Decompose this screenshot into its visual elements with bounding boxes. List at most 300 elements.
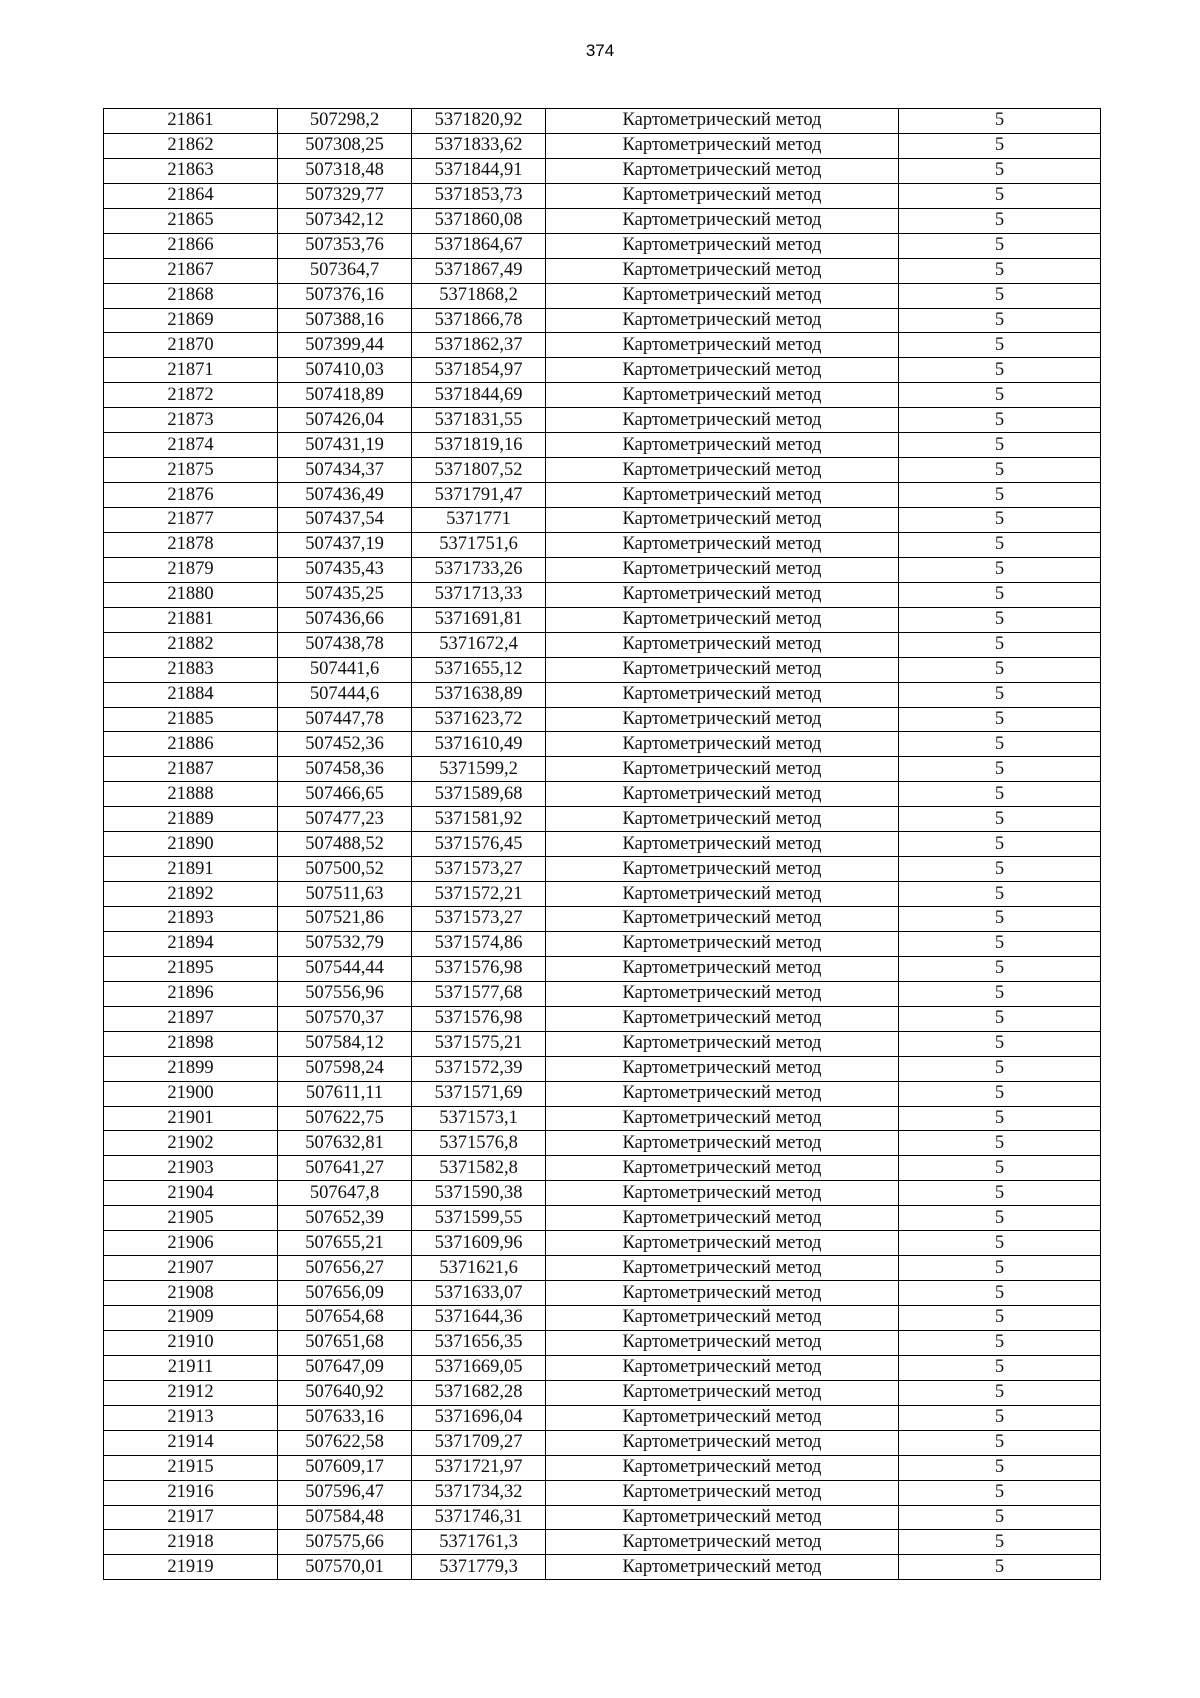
point-number-cell: 21870 (104, 333, 278, 358)
y-coordinate-cell: 5371576,8 (412, 1131, 546, 1156)
x-coordinate-cell: 507308,25 (278, 133, 412, 158)
accuracy-cell: 5 (899, 1081, 1101, 1106)
x-coordinate-cell: 507511,63 (278, 882, 412, 907)
method-cell: Картометрический метод (546, 981, 899, 1006)
x-coordinate-cell: 507342,12 (278, 208, 412, 233)
table-row (104, 258, 1101, 283)
method-cell: Картометрический метод (546, 1455, 899, 1480)
accuracy-cell: 5 (899, 233, 1101, 258)
x-coordinate-cell: 507647,09 (278, 1355, 412, 1380)
method-cell: Картометрический метод (546, 1430, 899, 1455)
point-number-cell: 21906 (104, 1231, 278, 1256)
accuracy-cell: 5 (899, 1106, 1101, 1131)
table-row (104, 782, 1101, 807)
table-row (104, 956, 1101, 981)
x-coordinate-cell: 507435,43 (278, 557, 412, 582)
method-cell: Картометрический метод (546, 732, 899, 757)
y-coordinate-cell: 5371746,31 (412, 1505, 546, 1530)
method-cell: Картометрический метод (546, 283, 899, 308)
x-coordinate-cell: 507622,58 (278, 1430, 412, 1455)
accuracy-cell: 5 (899, 183, 1101, 208)
x-coordinate-cell: 507447,78 (278, 707, 412, 732)
method-cell: Картометрический метод (546, 383, 899, 408)
method-cell: Картометрический метод (546, 1056, 899, 1081)
x-coordinate-cell: 507399,44 (278, 333, 412, 358)
x-coordinate-cell: 507651,68 (278, 1330, 412, 1355)
y-coordinate-cell: 5371819,16 (412, 433, 546, 458)
table-row (104, 358, 1101, 383)
accuracy-cell: 5 (899, 682, 1101, 707)
method-cell: Картометрический метод (546, 333, 899, 358)
table-row (104, 1206, 1101, 1231)
table-row (104, 1430, 1101, 1455)
method-cell: Картометрический метод (546, 607, 899, 632)
table-row (104, 1281, 1101, 1306)
point-number-cell: 21911 (104, 1355, 278, 1380)
point-number-cell: 21882 (104, 632, 278, 657)
accuracy-cell: 5 (899, 1430, 1101, 1455)
point-number-cell: 21916 (104, 1480, 278, 1505)
method-cell: Картометрический метод (546, 1505, 899, 1530)
point-number-cell: 21915 (104, 1455, 278, 1480)
point-number-cell: 21919 (104, 1555, 278, 1580)
x-coordinate-cell: 507388,16 (278, 308, 412, 333)
table-row (104, 1256, 1101, 1281)
accuracy-cell: 5 (899, 857, 1101, 882)
x-coordinate-cell: 507611,11 (278, 1081, 412, 1106)
table-row (104, 109, 1101, 134)
x-coordinate-cell: 507437,19 (278, 532, 412, 557)
accuracy-cell: 5 (899, 208, 1101, 233)
table-row (104, 183, 1101, 208)
method-cell: Картометрический метод (546, 532, 899, 557)
x-coordinate-cell: 507466,65 (278, 782, 412, 807)
method-cell: Картометрический метод (546, 183, 899, 208)
point-number-cell: 21892 (104, 882, 278, 907)
point-number-cell: 21896 (104, 981, 278, 1006)
x-coordinate-cell: 507477,23 (278, 807, 412, 832)
x-coordinate-cell: 507353,76 (278, 233, 412, 258)
y-coordinate-cell: 5371751,6 (412, 532, 546, 557)
accuracy-cell: 5 (899, 1256, 1101, 1281)
point-number-cell: 21863 (104, 158, 278, 183)
table-row (104, 757, 1101, 782)
x-coordinate-cell: 507556,96 (278, 981, 412, 1006)
method-cell: Картометрический метод (546, 1206, 899, 1231)
method-cell: Картометрический метод (546, 582, 899, 607)
table-row (104, 1330, 1101, 1355)
y-coordinate-cell: 5371867,49 (412, 258, 546, 283)
method-cell: Картометрический метод (546, 1330, 899, 1355)
accuracy-cell: 5 (899, 333, 1101, 358)
accuracy-cell: 5 (899, 1231, 1101, 1256)
y-coordinate-cell: 5371761,3 (412, 1530, 546, 1555)
table-row (104, 1131, 1101, 1156)
method-cell: Картометрический метод (546, 1131, 899, 1156)
table-row (104, 433, 1101, 458)
y-coordinate-cell: 5371669,05 (412, 1355, 546, 1380)
x-coordinate-cell: 507329,77 (278, 183, 412, 208)
method-cell: Картометрический метод (546, 557, 899, 582)
method-cell: Картометрический метод (546, 1256, 899, 1281)
y-coordinate-cell: 5371633,07 (412, 1281, 546, 1306)
accuracy-cell: 5 (899, 1281, 1101, 1306)
method-cell: Картометрический метод (546, 1555, 899, 1580)
accuracy-cell: 5 (899, 1056, 1101, 1081)
y-coordinate-cell: 5371576,98 (412, 956, 546, 981)
point-number-cell: 21878 (104, 532, 278, 557)
accuracy-cell: 5 (899, 1006, 1101, 1031)
y-coordinate-cell: 5371696,04 (412, 1405, 546, 1430)
x-coordinate-cell: 507652,39 (278, 1206, 412, 1231)
method-cell: Картометрический метод (546, 832, 899, 857)
y-coordinate-cell: 5371590,38 (412, 1181, 546, 1206)
accuracy-cell: 5 (899, 1505, 1101, 1530)
x-coordinate-cell: 507633,16 (278, 1405, 412, 1430)
y-coordinate-cell: 5371866,78 (412, 308, 546, 333)
point-number-cell: 21884 (104, 682, 278, 707)
point-number-cell: 21914 (104, 1430, 278, 1455)
x-coordinate-cell: 507364,7 (278, 258, 412, 283)
x-coordinate-cell: 507436,66 (278, 607, 412, 632)
table-row (104, 532, 1101, 557)
method-cell: Картометрический метод (546, 1031, 899, 1056)
method-cell: Картометрический метод (546, 483, 899, 508)
table-row (104, 233, 1101, 258)
accuracy-cell: 5 (899, 158, 1101, 183)
point-number-cell: 21872 (104, 383, 278, 408)
method-cell: Картометрический метод (546, 1405, 899, 1430)
x-coordinate-cell: 507426,04 (278, 408, 412, 433)
table-row (104, 1505, 1101, 1530)
table-row (104, 1405, 1101, 1430)
accuracy-cell: 5 (899, 1455, 1101, 1480)
y-coordinate-cell: 5371713,33 (412, 582, 546, 607)
y-coordinate-cell: 5371623,72 (412, 707, 546, 732)
y-coordinate-cell: 5371734,32 (412, 1480, 546, 1505)
accuracy-cell: 5 (899, 707, 1101, 732)
y-coordinate-cell: 5371599,2 (412, 757, 546, 782)
table-row (104, 1081, 1101, 1106)
table-row (104, 682, 1101, 707)
point-number-cell: 21891 (104, 857, 278, 882)
accuracy-cell: 5 (899, 782, 1101, 807)
y-coordinate-cell: 5371655,12 (412, 657, 546, 682)
x-coordinate-cell: 507647,8 (278, 1181, 412, 1206)
accuracy-cell: 5 (899, 532, 1101, 557)
x-coordinate-cell: 507444,6 (278, 682, 412, 707)
method-cell: Картометрический метод (546, 1156, 899, 1181)
point-number-cell: 21917 (104, 1505, 278, 1530)
y-coordinate-cell: 5371862,37 (412, 333, 546, 358)
y-coordinate-cell: 5371573,27 (412, 857, 546, 882)
point-number-cell: 21881 (104, 607, 278, 632)
table-row (104, 557, 1101, 582)
table-row (104, 1006, 1101, 1031)
x-coordinate-cell: 507452,36 (278, 732, 412, 757)
accuracy-cell: 5 (899, 1380, 1101, 1405)
method-cell: Картометрический метод (546, 907, 899, 932)
point-number-cell: 21907 (104, 1256, 278, 1281)
y-coordinate-cell: 5371638,89 (412, 682, 546, 707)
x-coordinate-cell: 507654,68 (278, 1306, 412, 1331)
accuracy-cell: 5 (899, 931, 1101, 956)
x-coordinate-cell: 507437,54 (278, 508, 412, 533)
accuracy-cell: 5 (899, 757, 1101, 782)
x-coordinate-cell: 507435,25 (278, 582, 412, 607)
accuracy-cell: 5 (899, 258, 1101, 283)
x-coordinate-cell: 507632,81 (278, 1131, 412, 1156)
table-row (104, 1455, 1101, 1480)
y-coordinate-cell: 5371833,62 (412, 133, 546, 158)
y-coordinate-cell: 5371621,6 (412, 1256, 546, 1281)
method-cell: Картометрический метод (546, 1530, 899, 1555)
x-coordinate-cell: 507641,27 (278, 1156, 412, 1181)
point-number-cell: 21910 (104, 1330, 278, 1355)
table-row (104, 133, 1101, 158)
table-row (104, 308, 1101, 333)
table-row (104, 458, 1101, 483)
y-coordinate-cell: 5371779,3 (412, 1555, 546, 1580)
accuracy-cell: 5 (899, 483, 1101, 508)
point-number-cell: 21912 (104, 1380, 278, 1405)
accuracy-cell: 5 (899, 1156, 1101, 1181)
y-coordinate-cell: 5371721,97 (412, 1455, 546, 1480)
y-coordinate-cell: 5371868,2 (412, 283, 546, 308)
method-cell: Картометрический метод (546, 707, 899, 732)
table-row (104, 1355, 1101, 1380)
table-row (104, 1231, 1101, 1256)
accuracy-cell: 5 (899, 283, 1101, 308)
table-row (104, 1530, 1101, 1555)
point-number-cell: 21871 (104, 358, 278, 383)
table-row (104, 657, 1101, 682)
y-coordinate-cell: 5371831,55 (412, 408, 546, 433)
y-coordinate-cell: 5371573,27 (412, 907, 546, 932)
y-coordinate-cell: 5371682,28 (412, 1380, 546, 1405)
point-number-cell: 21900 (104, 1081, 278, 1106)
table-row (104, 1480, 1101, 1505)
accuracy-cell: 5 (899, 383, 1101, 408)
y-coordinate-cell: 5371771 (412, 508, 546, 533)
x-coordinate-cell: 507298,2 (278, 109, 412, 134)
table-row (104, 707, 1101, 732)
accuracy-cell: 5 (899, 508, 1101, 533)
table-row (104, 931, 1101, 956)
coordinates-table (103, 108, 1101, 1580)
y-coordinate-cell: 5371656,35 (412, 1330, 546, 1355)
method-cell: Картометрический метод (546, 931, 899, 956)
point-number-cell: 21901 (104, 1106, 278, 1131)
table-row (104, 283, 1101, 308)
method-cell: Картометрический метод (546, 657, 899, 682)
method-cell: Картометрический метод (546, 682, 899, 707)
x-coordinate-cell: 507656,27 (278, 1256, 412, 1281)
x-coordinate-cell: 507488,52 (278, 832, 412, 857)
point-number-cell: 21879 (104, 557, 278, 582)
accuracy-cell: 5 (899, 632, 1101, 657)
table-row (104, 1555, 1101, 1580)
point-number-cell: 21894 (104, 931, 278, 956)
y-coordinate-cell: 5371844,91 (412, 158, 546, 183)
point-number-cell: 21880 (104, 582, 278, 607)
point-number-cell: 21908 (104, 1281, 278, 1306)
point-number-cell: 21909 (104, 1306, 278, 1331)
method-cell: Картометрический метод (546, 408, 899, 433)
y-coordinate-cell: 5371864,67 (412, 233, 546, 258)
x-coordinate-cell: 507656,09 (278, 1281, 412, 1306)
table-row (104, 582, 1101, 607)
x-coordinate-cell: 507584,48 (278, 1505, 412, 1530)
method-cell: Картометрический метод (546, 433, 899, 458)
y-coordinate-cell: 5371791,47 (412, 483, 546, 508)
table-row (104, 508, 1101, 533)
accuracy-cell: 5 (899, 956, 1101, 981)
point-number-cell: 21865 (104, 208, 278, 233)
table-row (104, 981, 1101, 1006)
accuracy-cell: 5 (899, 832, 1101, 857)
accuracy-cell: 5 (899, 1480, 1101, 1505)
y-coordinate-cell: 5371820,92 (412, 109, 546, 134)
accuracy-cell: 5 (899, 458, 1101, 483)
method-cell: Картометрический метод (546, 1231, 899, 1256)
accuracy-cell: 5 (899, 1131, 1101, 1156)
y-coordinate-cell: 5371672,4 (412, 632, 546, 657)
point-number-cell: 21885 (104, 707, 278, 732)
table-row (104, 1156, 1101, 1181)
table-row (104, 383, 1101, 408)
x-coordinate-cell: 507575,66 (278, 1530, 412, 1555)
point-number-cell: 21903 (104, 1156, 278, 1181)
point-number-cell: 21918 (104, 1530, 278, 1555)
accuracy-cell: 5 (899, 308, 1101, 333)
table-row (104, 1306, 1101, 1331)
table-row (104, 857, 1101, 882)
method-cell: Картометрический метод (546, 1380, 899, 1405)
table-row (104, 1181, 1101, 1206)
accuracy-cell: 5 (899, 1206, 1101, 1231)
x-coordinate-cell: 507532,79 (278, 931, 412, 956)
point-number-cell: 21883 (104, 657, 278, 682)
accuracy-cell: 5 (899, 582, 1101, 607)
method-cell: Картометрический метод (546, 208, 899, 233)
x-coordinate-cell: 507584,12 (278, 1031, 412, 1056)
y-coordinate-cell: 5371609,96 (412, 1231, 546, 1256)
x-coordinate-cell: 507640,92 (278, 1380, 412, 1405)
accuracy-cell: 5 (899, 1181, 1101, 1206)
x-coordinate-cell: 507441,6 (278, 657, 412, 682)
table-row (104, 882, 1101, 907)
table-row (104, 1056, 1101, 1081)
method-cell: Картометрический метод (546, 882, 899, 907)
method-cell: Картометрический метод (546, 1480, 899, 1505)
accuracy-cell: 5 (899, 1530, 1101, 1555)
point-number-cell: 21868 (104, 283, 278, 308)
y-coordinate-cell: 5371853,73 (412, 183, 546, 208)
accuracy-cell: 5 (899, 907, 1101, 932)
method-cell: Картометрический метод (546, 308, 899, 333)
y-coordinate-cell: 5371575,21 (412, 1031, 546, 1056)
x-coordinate-cell: 507622,75 (278, 1106, 412, 1131)
accuracy-cell: 5 (899, 607, 1101, 632)
table-row (104, 832, 1101, 857)
x-coordinate-cell: 507418,89 (278, 383, 412, 408)
accuracy-cell: 5 (899, 358, 1101, 383)
method-cell: Картометрический метод (546, 158, 899, 183)
y-coordinate-cell: 5371709,27 (412, 1430, 546, 1455)
point-number-cell: 21864 (104, 183, 278, 208)
x-coordinate-cell: 507410,03 (278, 358, 412, 383)
method-cell: Картометрический метод (546, 782, 899, 807)
point-number-cell: 21866 (104, 233, 278, 258)
x-coordinate-cell: 507436,49 (278, 483, 412, 508)
method-cell: Картометрический метод (546, 109, 899, 134)
point-number-cell: 21874 (104, 433, 278, 458)
x-coordinate-cell: 507376,16 (278, 283, 412, 308)
method-cell: Картометрический метод (546, 807, 899, 832)
accuracy-cell: 5 (899, 133, 1101, 158)
point-number-cell: 21861 (104, 109, 278, 134)
accuracy-cell: 5 (899, 882, 1101, 907)
x-coordinate-cell: 507431,19 (278, 433, 412, 458)
accuracy-cell: 5 (899, 1306, 1101, 1331)
y-coordinate-cell: 5371854,97 (412, 358, 546, 383)
x-coordinate-cell: 507438,78 (278, 632, 412, 657)
y-coordinate-cell: 5371599,55 (412, 1206, 546, 1231)
x-coordinate-cell: 507521,86 (278, 907, 412, 932)
point-number-cell: 21897 (104, 1006, 278, 1031)
table-row (104, 1380, 1101, 1405)
table-row (104, 1031, 1101, 1056)
method-cell: Картометрический метод (546, 1081, 899, 1106)
point-number-cell: 21913 (104, 1405, 278, 1430)
y-coordinate-cell: 5371691,81 (412, 607, 546, 632)
point-number-cell: 21905 (104, 1206, 278, 1231)
table-row (104, 632, 1101, 657)
page-number: 374 (585, 41, 615, 60)
coordinates-table-body (104, 109, 1101, 1580)
table-row (104, 483, 1101, 508)
method-cell: Картометрический метод (546, 1355, 899, 1380)
point-number-cell: 21876 (104, 483, 278, 508)
accuracy-cell: 5 (899, 981, 1101, 1006)
point-number-cell: 21893 (104, 907, 278, 932)
point-number-cell: 21890 (104, 832, 278, 857)
y-coordinate-cell: 5371572,21 (412, 882, 546, 907)
table-row (104, 732, 1101, 757)
point-number-cell: 21887 (104, 757, 278, 782)
x-coordinate-cell: 507500,52 (278, 857, 412, 882)
table-row (104, 333, 1101, 358)
table-row (104, 807, 1101, 832)
method-cell: Картометрический метод (546, 258, 899, 283)
table-row (104, 1106, 1101, 1131)
accuracy-cell: 5 (899, 1405, 1101, 1430)
y-coordinate-cell: 5371644,36 (412, 1306, 546, 1331)
y-coordinate-cell: 5371577,68 (412, 981, 546, 1006)
y-coordinate-cell: 5371571,69 (412, 1081, 546, 1106)
table-row (104, 907, 1101, 932)
point-number-cell: 21899 (104, 1056, 278, 1081)
y-coordinate-cell: 5371576,98 (412, 1006, 546, 1031)
accuracy-cell: 5 (899, 433, 1101, 458)
method-cell: Картометрический метод (546, 458, 899, 483)
accuracy-cell: 5 (899, 1355, 1101, 1380)
y-coordinate-cell: 5371589,68 (412, 782, 546, 807)
y-coordinate-cell: 5371844,69 (412, 383, 546, 408)
point-number-cell: 21873 (104, 408, 278, 433)
accuracy-cell: 5 (899, 557, 1101, 582)
